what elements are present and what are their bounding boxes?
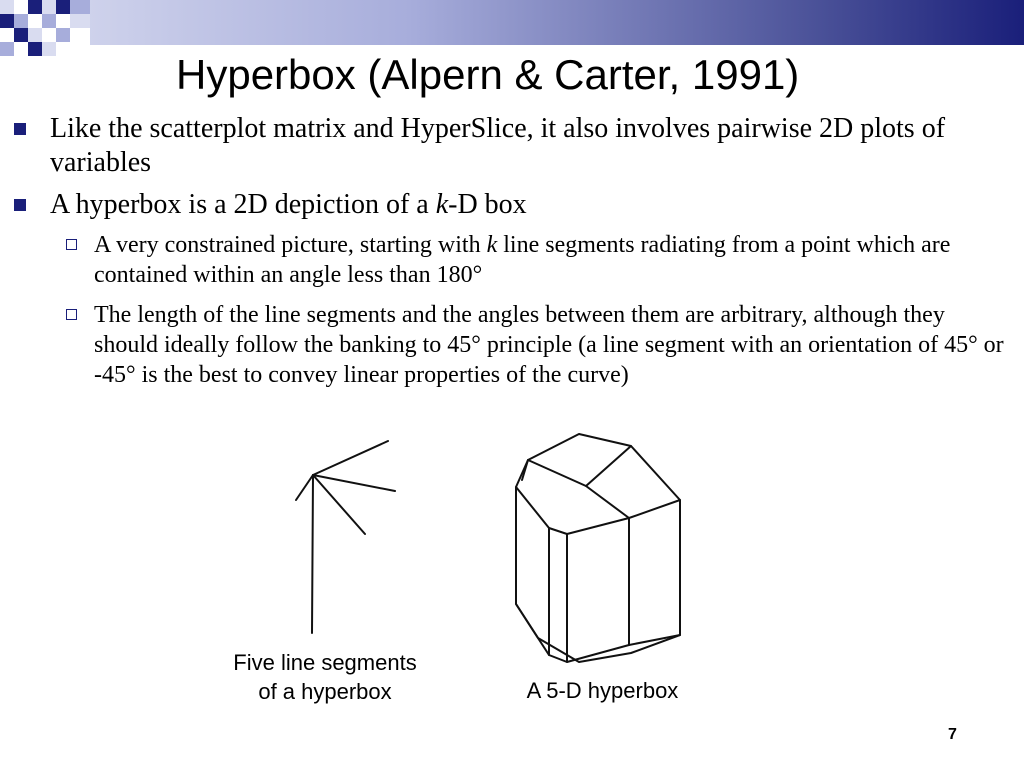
square-bullet-icon — [14, 199, 26, 211]
corner-squares-decoration — [0, 0, 90, 62]
hollow-square-bullet-icon — [66, 239, 77, 250]
slide-title: Hyperbox (Alpern & Carter, 1991) — [176, 51, 800, 98]
hyperbox-edge — [586, 486, 680, 518]
hyperbox-outline — [516, 434, 680, 662]
hyperbox-edge — [549, 518, 629, 534]
bullet-item — [0, 188, 1024, 222]
sub-bullet-text-part: line segments radiating from a point which are contained within an angle less than 180° — [94, 232, 951, 288]
five-line-segments-figure — [280, 430, 410, 640]
sub-bullet-text: The length of the line segments and the angles between them are arbitrary, although they should ideally follow the banking to 45° principle (a line segment with an orientation of 45° or -45° is the best to convey linear properties of the curve) — [94, 302, 1004, 388]
page-number: 7 — [948, 726, 957, 743]
sub-bullet-item — [0, 300, 1024, 390]
hyperbox-figure — [500, 425, 700, 670]
bullet-text-part: A hyperbox is a 2D depiction of a — [50, 189, 436, 220]
bullet-text-part: -D box — [448, 189, 527, 220]
hyperbox-edge — [516, 604, 680, 662]
segment-line — [296, 475, 313, 500]
title-banner — [0, 0, 1024, 45]
segment-line — [313, 441, 388, 475]
square-bullet-icon — [14, 123, 26, 135]
bullet-italic-k: k — [435, 189, 449, 220]
bullet-list — [0, 112, 1024, 400]
sub-bullet-text-part: A very constrained picture, starting with — [94, 232, 487, 258]
caption-line: of a hyperbox — [258, 679, 392, 704]
sub-bullet-italic-k: k — [486, 232, 498, 258]
sub-bullet-item — [0, 230, 1024, 290]
segment-line — [312, 475, 313, 633]
caption-line: Five line segments — [233, 650, 417, 675]
bullet-item — [0, 112, 1024, 180]
right-figure-caption: A 5-D hyperbox — [526, 678, 679, 703]
bullet-text: Like the scatterplot matrix and HyperSlice, it also involves pairwise 2D plots of variables — [50, 113, 946, 178]
left-figure-caption — [210, 648, 440, 706]
hollow-square-bullet-icon — [66, 309, 77, 320]
